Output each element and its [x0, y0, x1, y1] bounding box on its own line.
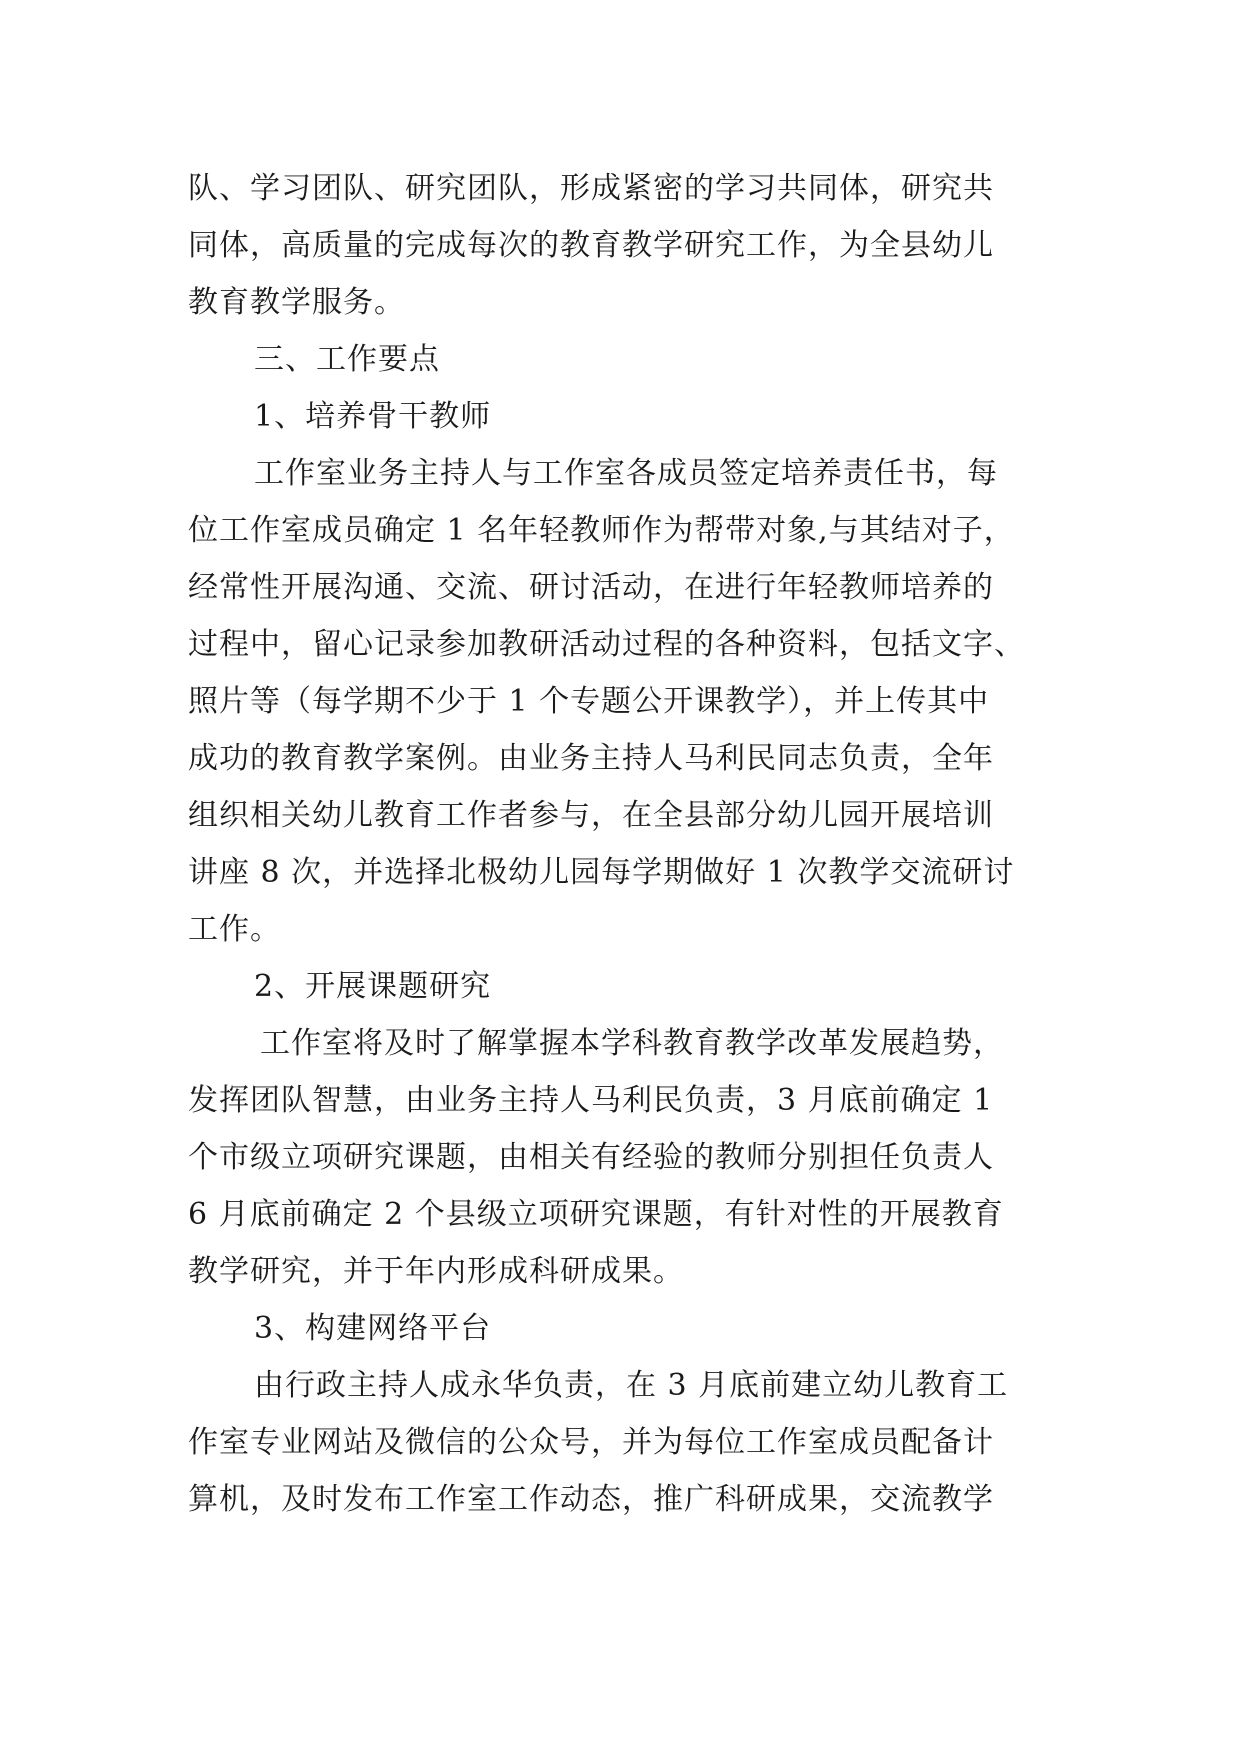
paragraph-line: 教学研究，并于年内形成科研成果。	[188, 1254, 684, 1289]
paragraph-line: 教育教学服务。	[188, 285, 405, 320]
paragraph-line: 经常性开展沟通、交流、研讨活动，在进行年轻教师培养的	[188, 570, 994, 605]
paragraph-line: 工作室业务主持人与工作室各成员签定培养责任书，每	[254, 456, 998, 491]
paragraph-line: 讲座 8 次，并选择北极幼儿园每学期做好 1 次教学交流研讨	[188, 855, 1015, 890]
paragraph-line: 工作。	[188, 912, 281, 947]
section-heading: 三、工作要点	[254, 342, 440, 377]
paragraph-line: 同体，高质量的完成每次的教育教学研究工作，为全县幼儿	[188, 228, 994, 263]
paragraph-line: 位工作室成员确定 1 名年轻教师作为帮带对象,与其结对子，	[188, 513, 1015, 548]
paragraph-line: 算机，及时发布工作室工作动态，推广科研成果，交流教学	[188, 1482, 994, 1517]
paragraph-line: 6 月底前确定 2 个县级立项研究课题，有针对性的开展教育	[188, 1197, 1004, 1232]
paragraph-line: 成功的教育教学案例。由业务主持人马利民同志负责，全年	[188, 741, 994, 776]
subsection-heading: 1、培养骨干教师	[254, 399, 492, 434]
paragraph-line: 个市级立项研究课题，由相关有经验的教师分别担任负责人	[188, 1140, 994, 1175]
paragraph-line: 队、学习团队、研究团队，形成紧密的学习共同体，研究共	[188, 171, 994, 206]
paragraph-line: 组织相关幼儿教育工作者参与，在全县部分幼儿园开展培训	[188, 798, 994, 833]
paragraph-line: 作室专业网站及微信的公众号，并为每位工作室成员配备计	[188, 1425, 994, 1460]
subsection-heading: 3、构建网络平台	[254, 1311, 492, 1346]
paragraph-line: 由行政主持人成永华负责，在 3 月底前建立幼儿教育工	[254, 1368, 1009, 1403]
paragraph-line: 发挥团队智慧，由业务主持人马利民负责，3 月底前确定 1	[188, 1083, 994, 1118]
paragraph-line: 过程中，留心记录参加教研活动过程的各种资料，包括文字、	[188, 627, 1025, 662]
subsection-heading: 2、开展课题研究	[254, 969, 492, 1004]
document-body	[188, 160, 1068, 1528]
paragraph-line: 工作室将及时了解掌握本学科教育教学改革发展趋势，	[260, 1026, 1004, 1061]
paragraph-line: 照片等（每学期不少于 1 个专题公开课教学），并上传其中	[188, 684, 990, 719]
